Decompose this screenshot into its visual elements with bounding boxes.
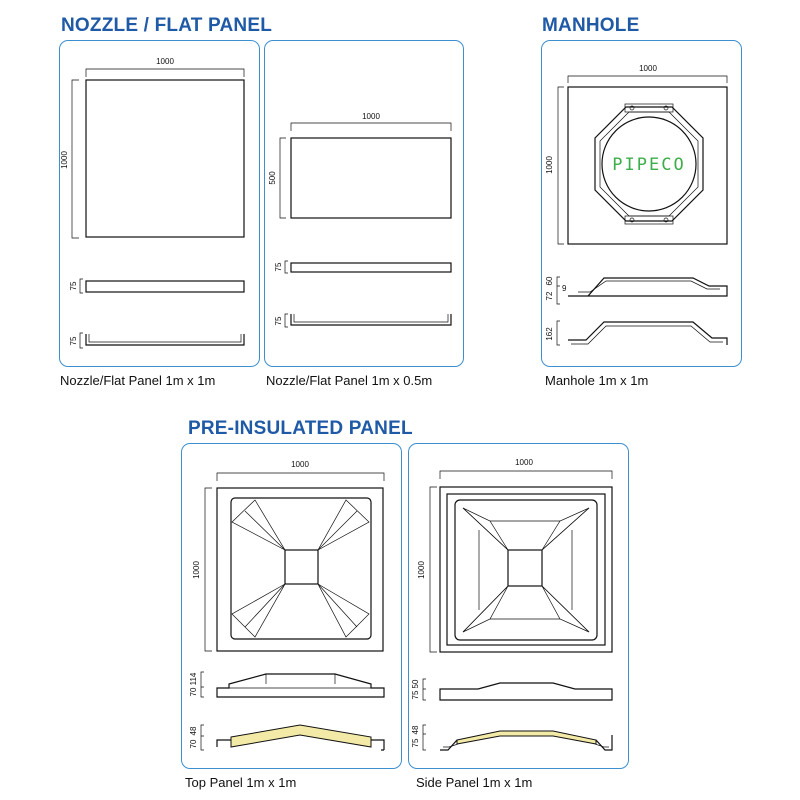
- top-panel-insulation: [231, 725, 371, 747]
- dim-height: 1000: [60, 151, 69, 169]
- flat-panel-side-view: [86, 281, 244, 292]
- caption-top-panel: Top Panel 1m x 1m: [185, 775, 297, 790]
- dim-section-bottom: 70: [189, 739, 198, 749]
- side-panel-plan: [440, 487, 612, 652]
- dim-elevation-top: 114: [189, 672, 198, 686]
- drawing-nozzle-1x1: [60, 57, 244, 348]
- heading-nozzle-flat-panel: NOZZLE / FLAT PANEL: [61, 15, 273, 36]
- dim-section-height: 162: [545, 327, 554, 341]
- top-panel-center: [285, 550, 318, 584]
- side-panel-insulation: [457, 731, 596, 744]
- drawing-manhole: [545, 64, 727, 345]
- flat-panel-section: [86, 334, 244, 345]
- side-panel-frame: [447, 494, 605, 645]
- half-panel-plan: [291, 138, 451, 218]
- side-panel-center: [508, 550, 542, 586]
- dim-section-bottom: 75: [411, 738, 420, 748]
- manhole-section: [568, 322, 727, 345]
- dim-width: 1000: [156, 57, 174, 66]
- dim-elevation-bottom: 70: [189, 687, 198, 697]
- half-panel-section: [291, 314, 451, 325]
- dim-side: 75: [274, 262, 283, 272]
- pipeco-logo: PIPECO: [612, 155, 686, 175]
- dim-elevation-top: 50: [411, 679, 420, 689]
- dim-width: 1000: [639, 64, 657, 73]
- dim-side: 75: [69, 281, 78, 291]
- half-panel-side-view: [291, 263, 451, 272]
- side-panel-elevation: [440, 683, 612, 700]
- flat-panel-plan: [86, 80, 244, 237]
- top-panel-elevation: [217, 674, 384, 697]
- caption-nozzle-1x05: Nozzle/Flat Panel 1m x 0.5m: [266, 373, 433, 388]
- dim-sec-flange: 9: [562, 284, 567, 293]
- dim-height: 1000: [545, 156, 554, 174]
- top-panel-inner: [231, 498, 371, 639]
- dim-flange: 75: [69, 336, 78, 346]
- dim-width: 1000: [362, 112, 380, 121]
- dim-height: 500: [268, 171, 277, 185]
- caption-manhole: Manhole 1m x 1m: [545, 373, 649, 388]
- dim-height: 1000: [417, 561, 426, 579]
- dim-section-top: 48: [189, 726, 198, 736]
- caption-nozzle-1x1: Nozzle/Flat Panel 1m x 1m: [60, 373, 216, 388]
- drawing-nozzle-1x05: [268, 112, 451, 327]
- dim-width: 1000: [515, 458, 533, 467]
- dim-flange: 75: [274, 316, 283, 326]
- dim-elevation-bottom: 75: [411, 690, 420, 700]
- drawing-side-panel: [411, 458, 612, 750]
- dim-sec-top: 60: [545, 276, 554, 286]
- dim-width: 1000: [291, 460, 309, 469]
- dim-section-top: 48: [411, 725, 420, 735]
- dim-height: 1000: [192, 561, 201, 579]
- drawing-top-panel: [189, 460, 384, 750]
- heading-manhole: MANHOLE: [542, 15, 640, 36]
- dim-sec-bottom: 72: [545, 291, 554, 301]
- caption-side-panel: Side Panel 1m x 1m: [416, 775, 533, 790]
- heading-pre-insulated-panel: PRE-INSULATED PANEL: [188, 418, 413, 439]
